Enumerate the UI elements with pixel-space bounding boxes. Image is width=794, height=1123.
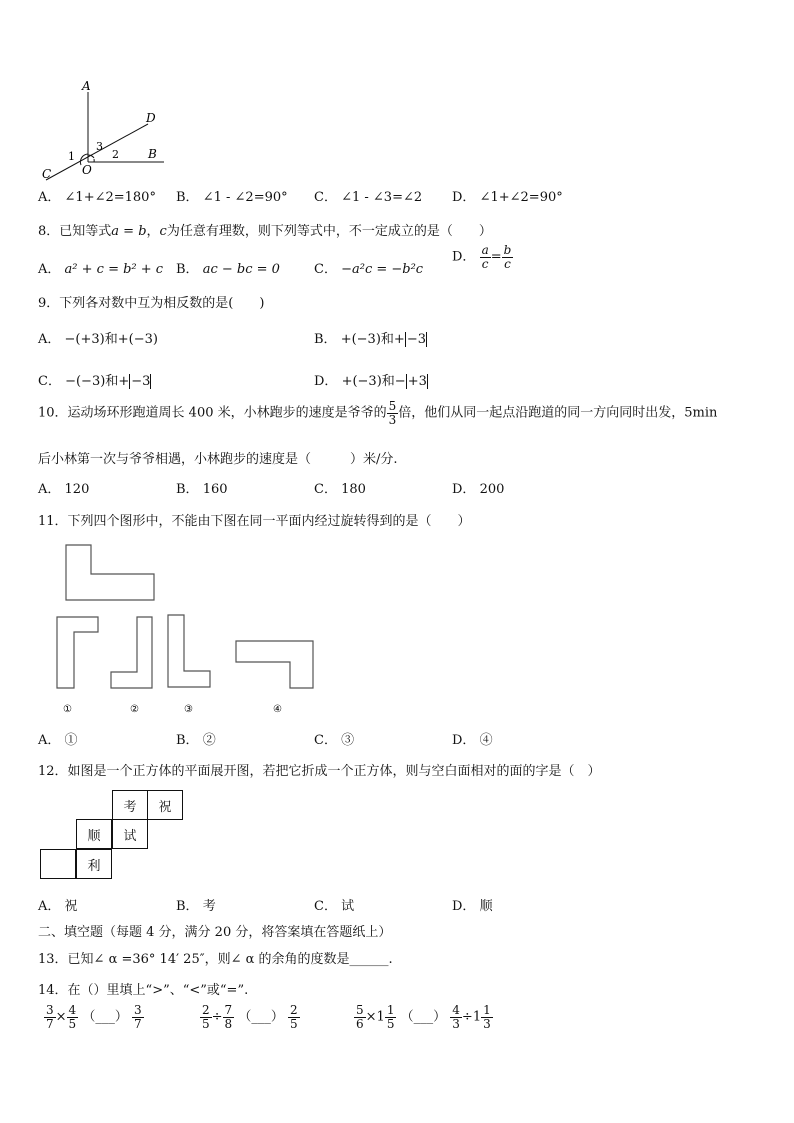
q14-blank-3[interactable]: （___） <box>400 1009 447 1025</box>
shape-1 <box>57 617 98 688</box>
fraction-5-3: $\frac{5}{3}$ <box>388 399 397 427</box>
q10-stem-line1: 10．运动场环形跑道周长 400 米，小林跑步的速度是爷爷的 $\frac{5}{3}$ 倍，他们从同一起点沿跑道的同一方向同时出发，5min <box>38 399 718 427</box>
label-1: 1 <box>68 150 75 163</box>
label-C: C <box>42 167 52 181</box>
label-O: O <box>82 163 92 177</box>
q9-option-a[interactable]: A． −(+3)和+(−3) <box>38 332 158 347</box>
q14-expression-1: $\frac{3}{7}$ × $\frac{4}{5}$ （___） $\frac{3}{7}$ <box>46 1003 142 1031</box>
label-A: A <box>82 79 91 93</box>
fraction-b-over-c: $\frac{b}{c}$ <box>503 243 512 271</box>
section-heading: 二、填空题（每题 4 分，满分 20 分，将答案填在答题纸上） <box>38 925 392 940</box>
q9-option-d[interactable]: D． +(−3)和− +3 <box>314 374 427 389</box>
q7-option-d[interactable]: D． ∠1+∠2=90° <box>452 190 563 205</box>
q14-expression-3: $\frac{5}{6}$ ×1 $\frac{1}{5}$ （___） $\frac{4}{3}$ ÷1 $\frac{1}{3}$ <box>356 1003 491 1031</box>
label-3: 3 <box>96 140 103 153</box>
reference-l-shape <box>66 545 154 600</box>
q10-option-d[interactable]: D． 200 <box>452 482 505 497</box>
label-D: D <box>146 111 156 125</box>
shape-label-4: ④ <box>273 704 282 715</box>
q11-option-c[interactable]: C． ③ <box>314 733 355 748</box>
q13-text: 13．已知∠ α =36° 14′ 25″，则∠ α 的余角的度数是______. <box>38 952 393 967</box>
q9-option-b[interactable]: B． +(−3)和+ −3 <box>314 332 426 347</box>
q11-stem: 11．下列四个图形中，不能由下图在同一平面内经过旋转得到的是（ ） <box>38 514 471 529</box>
label-2: 2 <box>112 148 119 161</box>
q11-shapes <box>50 540 320 716</box>
shape-3 <box>168 615 210 687</box>
cube-face-blank <box>40 849 76 879</box>
cube-face-kao: 考 <box>112 790 148 820</box>
q12-option-d[interactable]: D． 顺 <box>452 899 493 914</box>
q10-stem-line2: 后小林第一次与爷爷相遇，小林跑步的速度是（ ）米/分. <box>38 452 398 467</box>
q14-stem: 14．在（）里填上“>”、“<”或“=”. <box>38 983 249 998</box>
q14-expression-2: $\frac{2}{5}$ ÷ $\frac{7}{8}$ （___） $\frac{2}{5}$ <box>202 1003 298 1031</box>
shape-label-3: ③ <box>184 704 193 715</box>
cube-net <box>40 790 186 882</box>
q9-stem: 9．下列各对数中互为相反数的是( ) <box>38 296 265 311</box>
shape-label-2: ② <box>130 704 139 715</box>
q12-stem: 12．如图是一个正方体的平面展开图，若把它折成一个正方体，则与空白面相对的面的字是（ ） <box>38 764 601 779</box>
q11-option-d[interactable]: D． ④ <box>452 733 493 748</box>
q10-option-b[interactable]: B． 160 <box>176 482 228 497</box>
q12-option-a[interactable]: A． 祝 <box>38 899 78 914</box>
q8-option-c[interactable]: C． −a²c = −b²c <box>314 262 424 277</box>
q8-stem: 8．已知等式a = b，c为任意有理数，则下列等式中，不一定成立的是（ ） <box>38 224 492 239</box>
fraction-a-over-c: $\frac{a}{c}$ <box>481 243 489 271</box>
label-B: B <box>148 147 157 161</box>
q7-option-a[interactable]: A． ∠1+∠2=180° <box>38 190 156 205</box>
q10-option-c[interactable]: C． 180 <box>314 482 366 497</box>
q8-option-b[interactable]: B． ac − bc = 0 <box>176 262 280 277</box>
shape-2 <box>111 617 152 688</box>
q8-option-d[interactable]: D． $\frac{a}{c}$ = $\frac{b}{c}$ <box>452 243 512 271</box>
q10-option-a[interactable]: A． 120 <box>38 482 90 497</box>
q7-option-b[interactable]: B． ∠1 - ∠2=90° <box>176 190 288 205</box>
cube-face-shun: 顺 <box>76 819 112 849</box>
cube-face-shi: 试 <box>112 819 148 849</box>
q14-blank-1[interactable]: （___） <box>82 1009 128 1025</box>
cube-face-zhu: 祝 <box>147 790 183 820</box>
q12-option-c[interactable]: C． 试 <box>314 899 355 914</box>
angle-figure <box>36 76 176 182</box>
q7-option-c[interactable]: C． ∠1 - ∠3=∠2 <box>314 190 423 205</box>
q8-option-a[interactable]: A． a² + c = b² + c <box>38 262 164 277</box>
q9-option-c[interactable]: C． −(−3)和+ −3 <box>38 374 151 389</box>
q12-option-b[interactable]: B． 考 <box>176 899 216 914</box>
q14-blank-2[interactable]: （___） <box>238 1009 284 1025</box>
q11-option-a[interactable]: A． ① <box>38 733 78 748</box>
q11-option-b[interactable]: B． ② <box>176 733 216 748</box>
shape-label-1: ① <box>63 704 72 715</box>
shape-4 <box>236 641 313 688</box>
cube-face-li: 利 <box>76 849 112 879</box>
